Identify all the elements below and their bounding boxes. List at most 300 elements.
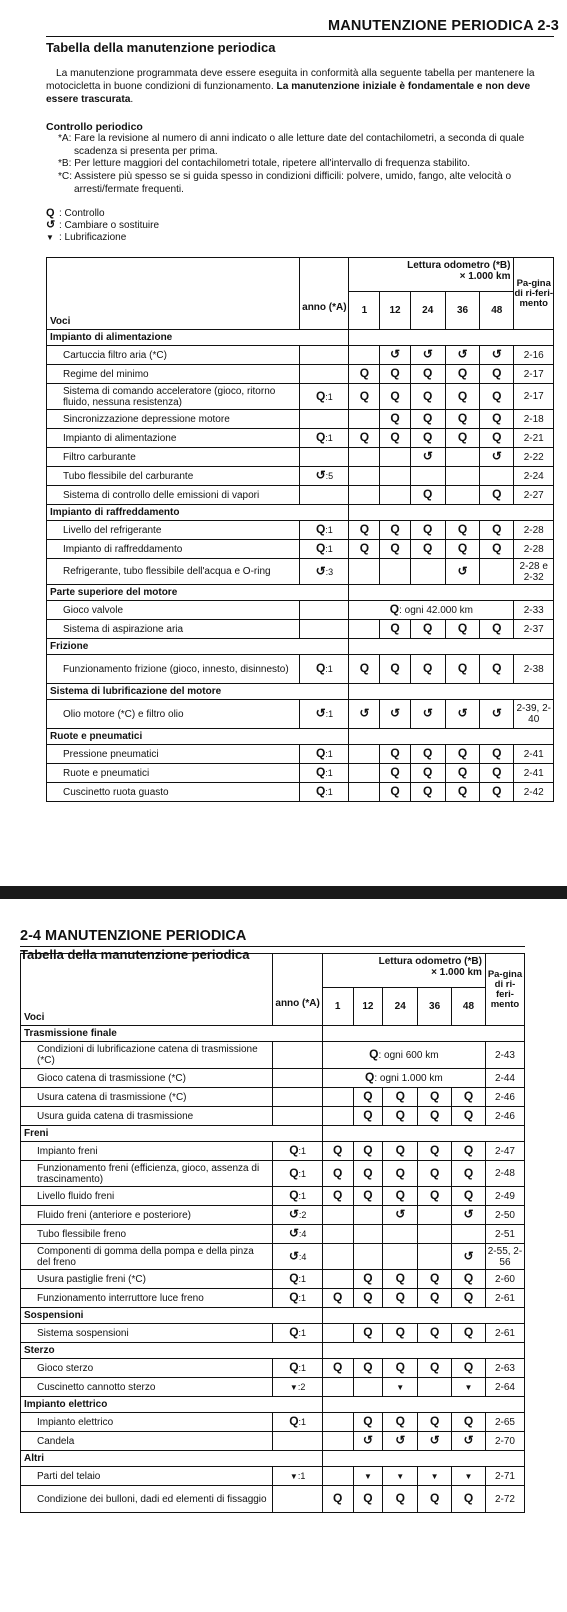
item-label: Gioco sterzo (21, 1359, 273, 1378)
check-icon: Q (395, 1188, 405, 1202)
interval-cell (383, 1187, 418, 1206)
check-icon: Q (429, 1143, 440, 1157)
table-row (47, 540, 554, 559)
replace-icon: ↺ (463, 1207, 474, 1221)
table-row (21, 1187, 525, 1206)
check-icon: Q (363, 1290, 373, 1304)
anno-cell (300, 467, 349, 486)
interval-cell (383, 1142, 418, 1161)
section-filler (322, 1126, 524, 1142)
interval-header: 48 (480, 292, 514, 330)
section-filler (349, 639, 554, 655)
interval-cell (322, 1467, 353, 1486)
table-row (21, 1088, 525, 1107)
interval-cell (380, 655, 410, 684)
interval-cell (353, 1161, 383, 1187)
interval-cell (410, 540, 445, 559)
interval-cell (445, 745, 479, 764)
interval-cell (383, 1486, 418, 1513)
section-label: Sospensioni (21, 1308, 323, 1324)
check-icon: Q (289, 1360, 299, 1374)
interval-cell (418, 1486, 452, 1513)
item-label: Funzionamento interruttore luce freno (21, 1289, 273, 1308)
table-row (21, 1069, 525, 1088)
anno-cell (300, 601, 349, 620)
interval-cell (445, 467, 479, 486)
item-label: Condizione dei bulloni, dadi ed elementi di fissaggio (21, 1486, 273, 1513)
interval-cell (445, 521, 479, 540)
interval-cell (410, 365, 445, 384)
check-icon: Q (463, 1325, 474, 1339)
anno-cell (273, 1270, 322, 1289)
page-ref: 2-55, 2-56 (485, 1244, 524, 1270)
check-icon: Q (315, 430, 326, 444)
interval-cell (445, 655, 479, 684)
anno-cell (300, 448, 349, 467)
anno-header: anno (*A) (300, 258, 349, 330)
check-icon: Q (423, 661, 433, 675)
section-row (21, 1308, 525, 1324)
lubricate-icon: ▼ (464, 1471, 473, 1481)
table-row (47, 521, 554, 540)
check-icon: Q (315, 388, 326, 403)
anno-cell (300, 410, 349, 429)
check-icon: Q (492, 621, 502, 635)
odometer-label: Lettura odometro (*B) (378, 956, 482, 967)
check-icon: Q (363, 1325, 373, 1339)
interval-cell (480, 655, 514, 684)
section-row (47, 684, 554, 700)
page-ref: 2-39, 2-40 (514, 700, 554, 729)
check-icon: Q (390, 388, 400, 403)
section-filler (349, 585, 554, 601)
check-icon: Q (390, 661, 400, 675)
page-ref: 2-65 (485, 1413, 524, 1432)
replace-icon: ↺ (429, 1433, 440, 1447)
check-icon: Q (423, 388, 433, 403)
page-ref: 2-37 (514, 620, 554, 639)
legend-lubricate: ▼ : Lubrificazione (46, 232, 127, 243)
page-ref: 2-21 (514, 429, 554, 448)
item-label: Usura pastiglie freni (*C) (21, 1270, 273, 1289)
lubricate-icon: ▼ (396, 1382, 405, 1392)
interval-cell (418, 1244, 452, 1270)
check-icon: Q (429, 1108, 440, 1122)
interval-cell (353, 1088, 383, 1107)
page-ref: 2-42 (514, 783, 554, 802)
check-icon: Q (492, 746, 502, 760)
lubricate-icon: ▼ (46, 233, 54, 242)
interval-cell (322, 1324, 353, 1343)
check-icon: Q (315, 522, 326, 536)
interval-header: 12 (353, 988, 383, 1026)
table-row (47, 700, 554, 729)
check-icon: Q (289, 1325, 299, 1339)
replace-icon: ↺ (463, 1248, 474, 1263)
anno-cell (273, 1069, 322, 1088)
anno-cell (273, 1142, 322, 1161)
section-row (21, 1451, 525, 1467)
interval-span-cell (349, 601, 514, 620)
interval-cell (353, 1289, 383, 1308)
replace-icon: ↺ (389, 706, 401, 720)
table-row (47, 559, 554, 585)
interval-cell (445, 384, 479, 410)
interval-cell (380, 540, 410, 559)
anno-cell (273, 1161, 322, 1187)
anno-years: :5 (325, 471, 334, 481)
replace-icon: ↺ (389, 347, 401, 361)
anno-header: anno (*A) (273, 954, 322, 1026)
anno-cell (300, 655, 349, 684)
anno-cell (300, 365, 349, 384)
interval-cell (322, 1378, 353, 1397)
check-icon: Q (289, 1271, 299, 1285)
anno-cell (300, 521, 349, 540)
interval-cell (353, 1467, 383, 1486)
interval-cell (445, 764, 479, 783)
interval-cell (418, 1225, 452, 1244)
check-icon: Q (289, 1165, 299, 1180)
interval-cell (480, 365, 514, 384)
check-icon: Q (364, 1070, 375, 1084)
odometer-header (322, 954, 485, 988)
interval-cell (418, 1161, 452, 1187)
item-label: Impianto di raffreddamento (47, 540, 300, 559)
lubricate-icon: ▼ (396, 1471, 405, 1481)
page-ref: 2-63 (485, 1359, 524, 1378)
section-label: Sterzo (21, 1343, 323, 1359)
check-icon: Q (457, 765, 468, 779)
section-label: Frizione (47, 639, 349, 655)
check-icon: Q (395, 1491, 405, 1505)
check-icon: Q (395, 1290, 405, 1304)
check-icon: Q (359, 541, 370, 555)
interval-cell (383, 1088, 418, 1107)
page-ref: 2-33 (514, 601, 554, 620)
interval-cell (452, 1107, 486, 1126)
item-label: Gioco catena di trasmissione (*C) (21, 1069, 273, 1088)
interval-cell (418, 1289, 452, 1308)
interval-cell (480, 448, 514, 467)
check-icon: Q (395, 1360, 405, 1374)
interval-cell (349, 429, 380, 448)
table-row (47, 745, 554, 764)
interval-cell (380, 467, 410, 486)
interval-cell (353, 1432, 383, 1451)
table-row (21, 1486, 525, 1513)
interval-cell (349, 540, 380, 559)
interval-cell (410, 384, 445, 410)
interval-header: 1 (322, 988, 353, 1026)
interval-cell (322, 1107, 353, 1126)
intro-paragraph: La manutenzione programmata deve essere eseguita in conformità alla seguente tabella per mantenere la motocicletta in buone condizioni di funzionamento. La manutenzione iniziale è fondamentale e non deve essere trascurata. (46, 68, 535, 105)
voci-header: Voci (21, 954, 273, 1026)
item-label: Sistema di comando acceleratore (gioco, ritorno fluido, nessuna resistenza) (47, 384, 300, 410)
interval-cell (349, 783, 380, 802)
page-ref: 2-50 (485, 1206, 524, 1225)
item-label: Usura guida catena di trasmissione (21, 1107, 273, 1126)
check-icon: Q (332, 1188, 343, 1202)
interval-cell (445, 540, 479, 559)
anno-cell (300, 783, 349, 802)
section-label: Freni (21, 1126, 323, 1142)
check-icon: Q (363, 1360, 373, 1374)
item-label: Livello del refrigerante (47, 521, 300, 540)
check-icon: Q (429, 1290, 440, 1304)
check-icon: Q (332, 1360, 343, 1374)
interval-cell (349, 700, 380, 729)
anno-years: :1 (298, 1417, 307, 1427)
check-icon: Q (395, 1143, 405, 1157)
anno-years: :2 (298, 1210, 307, 1220)
interval-cell (480, 559, 514, 585)
interval-header: 36 (418, 988, 452, 1026)
replace-icon: ↺ (288, 1207, 299, 1221)
table-row (47, 620, 554, 639)
page-ref: 2-28 e 2-32 (514, 559, 554, 585)
interval-cell (349, 521, 380, 540)
interval-cell (452, 1359, 486, 1378)
page-ref: 2-44 (485, 1069, 524, 1088)
manual-page-2-4 (0, 908, 567, 1612)
check-icon: Q (463, 1414, 474, 1428)
interval-cell (480, 429, 514, 448)
page-ref: 2-47 (485, 1142, 524, 1161)
anno-years: :1 (298, 1274, 307, 1284)
interval-header: 36 (445, 292, 479, 330)
interval-cell (349, 448, 380, 467)
check-icon: Q (457, 784, 468, 798)
item-label: Parti del telaio (21, 1467, 273, 1486)
check-icon: Q (395, 1108, 405, 1122)
item-label: Cuscinetto ruota guasto (47, 783, 300, 802)
interval-cell (452, 1187, 486, 1206)
check-icon: Q (457, 541, 468, 555)
interval-cell (418, 1432, 452, 1451)
replace-icon: ↺ (315, 468, 326, 482)
interval-cell (383, 1225, 418, 1244)
item-label: Condizioni di lubrificazione catena di trasmissione (*C) (21, 1042, 273, 1069)
check-icon: Q (359, 522, 370, 536)
check-icon: Q (315, 541, 326, 555)
check-icon: Q (429, 1491, 440, 1505)
section-label: Impianto elettrico (21, 1397, 323, 1413)
section-filler (349, 684, 554, 700)
page-ref: 2-71 (485, 1467, 524, 1486)
interval-header: 24 (410, 292, 445, 330)
interval-cell (418, 1324, 452, 1343)
interval-cell (410, 410, 445, 429)
page-ref: 2-17 (514, 384, 554, 410)
anno-cell (273, 1359, 322, 1378)
interval-cell (452, 1142, 486, 1161)
anno-years: :1 (298, 1168, 307, 1179)
check-icon: Q (423, 430, 433, 444)
table-row (47, 384, 554, 410)
interval-cell (383, 1324, 418, 1343)
anno-years: :2 (297, 1381, 306, 1392)
section-row (47, 505, 554, 521)
interval-cell (418, 1378, 452, 1397)
item-label: Refrigerante, tubo flessibile dell'acqua e O-ring (47, 559, 300, 585)
check-icon: Q (363, 1143, 373, 1157)
item-label: Impianto elettrico (21, 1413, 273, 1432)
anno-years: :3 (325, 566, 334, 577)
check-icon: Q (463, 1188, 474, 1202)
interval-cell (452, 1161, 486, 1187)
lubricate-icon: ▼ (464, 1382, 473, 1392)
interval-cell (452, 1225, 486, 1244)
interval-cell (380, 486, 410, 505)
page-ref-header: Pa-gina di ri-feri-mento (485, 954, 524, 1026)
interval-cell (383, 1378, 418, 1397)
page-ref: 2-28 (514, 540, 554, 559)
table-row (21, 1289, 525, 1308)
anno-cell (273, 1486, 322, 1513)
section-label: Parte superiore del motore (47, 585, 349, 601)
section-filler (322, 1397, 524, 1413)
check-icon: Q (492, 661, 502, 675)
page-ref: 2-61 (485, 1289, 524, 1308)
anno-years: :4 (298, 1229, 307, 1239)
section-row (47, 639, 554, 655)
interval-cell (353, 1244, 383, 1270)
interval-cell (410, 655, 445, 684)
table-row (21, 1042, 525, 1069)
anno-cell (273, 1432, 322, 1451)
table-row (47, 346, 554, 365)
odometer-label: Lettura odometro (*B) (407, 260, 511, 271)
check-icon: Q (315, 784, 326, 798)
replace-icon: ↺ (315, 563, 326, 578)
item-label: Fluido freni (anteriore e posteriore) (21, 1206, 273, 1225)
check-icon: Q (429, 1089, 440, 1103)
interval-cell (445, 559, 479, 585)
interval-cell (480, 467, 514, 486)
interval-cell (353, 1359, 383, 1378)
interval-cell (383, 1161, 418, 1187)
table-row (47, 429, 554, 448)
interval-cell (480, 521, 514, 540)
interval-cell (452, 1486, 486, 1513)
check-icon: Q (423, 746, 433, 760)
replace-icon: ↺ (457, 347, 468, 361)
interval-cell (380, 620, 410, 639)
check-icon: Q (315, 746, 326, 760)
check-icon: Q (423, 621, 433, 635)
replace-icon: ↺ (457, 706, 468, 720)
item-label: Funzionamento frizione (gioco, innesto, disinnesto) (47, 655, 300, 684)
interval-cell (418, 1206, 452, 1225)
page-ref: 2-16 (514, 346, 554, 365)
table-row (21, 1413, 525, 1432)
replace-icon: ↺ (359, 706, 370, 720)
interval-cell (410, 700, 445, 729)
check-icon: Q (463, 1089, 474, 1103)
check-icon: Q (363, 1108, 373, 1122)
anno-years: :1 (297, 1470, 306, 1481)
item-label: Cartuccia filtro aria (*C) (47, 346, 300, 365)
interval-cell (380, 429, 410, 448)
interval-cell (353, 1187, 383, 1206)
interval-cell (380, 448, 410, 467)
check-icon: Q (363, 1188, 373, 1202)
interval-cell (418, 1187, 452, 1206)
table-row (21, 1359, 525, 1378)
replace-icon: ↺ (463, 1433, 474, 1447)
anno-years: :4 (298, 1251, 307, 1262)
check-icon: Q (332, 1165, 343, 1180)
interval-cell (410, 346, 445, 365)
check-icon: Q (315, 765, 326, 779)
interval-cell (383, 1467, 418, 1486)
interval-cell (322, 1486, 353, 1513)
interval-cell (349, 559, 380, 585)
page-ref: 2-24 (514, 467, 554, 486)
check-icon: Q (492, 487, 502, 501)
check-icon: Q (390, 621, 400, 635)
check-icon: Q (289, 1188, 299, 1202)
interval-cell (410, 764, 445, 783)
section-row (21, 1126, 525, 1142)
odometer-multiplier: × 1.000 km (431, 967, 482, 978)
section-title: Tabella della manutenzione periodica (46, 40, 276, 55)
note-c: *C: Assistere più spesso se si guida spesso in condizioni difficili: polvere, umido, fango, alte velocità o arresti/fermate frequenti. (58, 171, 512, 195)
page-ref: 2-38 (514, 655, 554, 684)
interval-cell (480, 620, 514, 639)
interval-cell (380, 745, 410, 764)
interval-header: 12 (380, 292, 410, 330)
item-label: Tubo flessibile freno (21, 1225, 273, 1244)
replace-icon: ↺ (457, 563, 468, 578)
anno-cell (273, 1378, 322, 1397)
table-row (47, 448, 554, 467)
interval-cell (322, 1432, 353, 1451)
anno-years: :1 (325, 768, 333, 778)
section-filler (322, 1343, 524, 1359)
interval-cell (418, 1107, 452, 1126)
interval-cell (349, 764, 380, 783)
anno-cell (273, 1206, 322, 1225)
interval-cell (349, 655, 380, 684)
table-row (47, 365, 554, 384)
interval-cell (418, 1088, 452, 1107)
table-row (21, 1270, 525, 1289)
check-icon: Q (492, 784, 502, 798)
page-ref-header: Pa-gina di ri-feri-mento (514, 258, 554, 330)
item-label: Funzionamento freni (efficienza, gioco, assenza di trascinamento) (21, 1161, 273, 1187)
interval-header: 24 (383, 988, 418, 1026)
interval-header: 48 (452, 988, 486, 1026)
maintenance-table-1 (46, 257, 554, 802)
page-ref: 2-61 (485, 1324, 524, 1343)
anno-years: :1 (298, 1293, 307, 1303)
check-icon: Q (359, 661, 370, 675)
table-row (21, 1378, 525, 1397)
anno-years: :1 (325, 709, 334, 719)
check-icon: Q (289, 1414, 299, 1428)
check-icon: Q (390, 541, 400, 555)
interval-cell (445, 783, 479, 802)
page-ref: 2-70 (485, 1432, 524, 1451)
anno-years: :1 (298, 1328, 307, 1338)
check-icon: Q (289, 1290, 299, 1304)
section-filler (322, 1451, 524, 1467)
check-icon: Q (289, 1143, 299, 1157)
check-icon: Q (46, 207, 55, 219)
interval-cell (383, 1270, 418, 1289)
